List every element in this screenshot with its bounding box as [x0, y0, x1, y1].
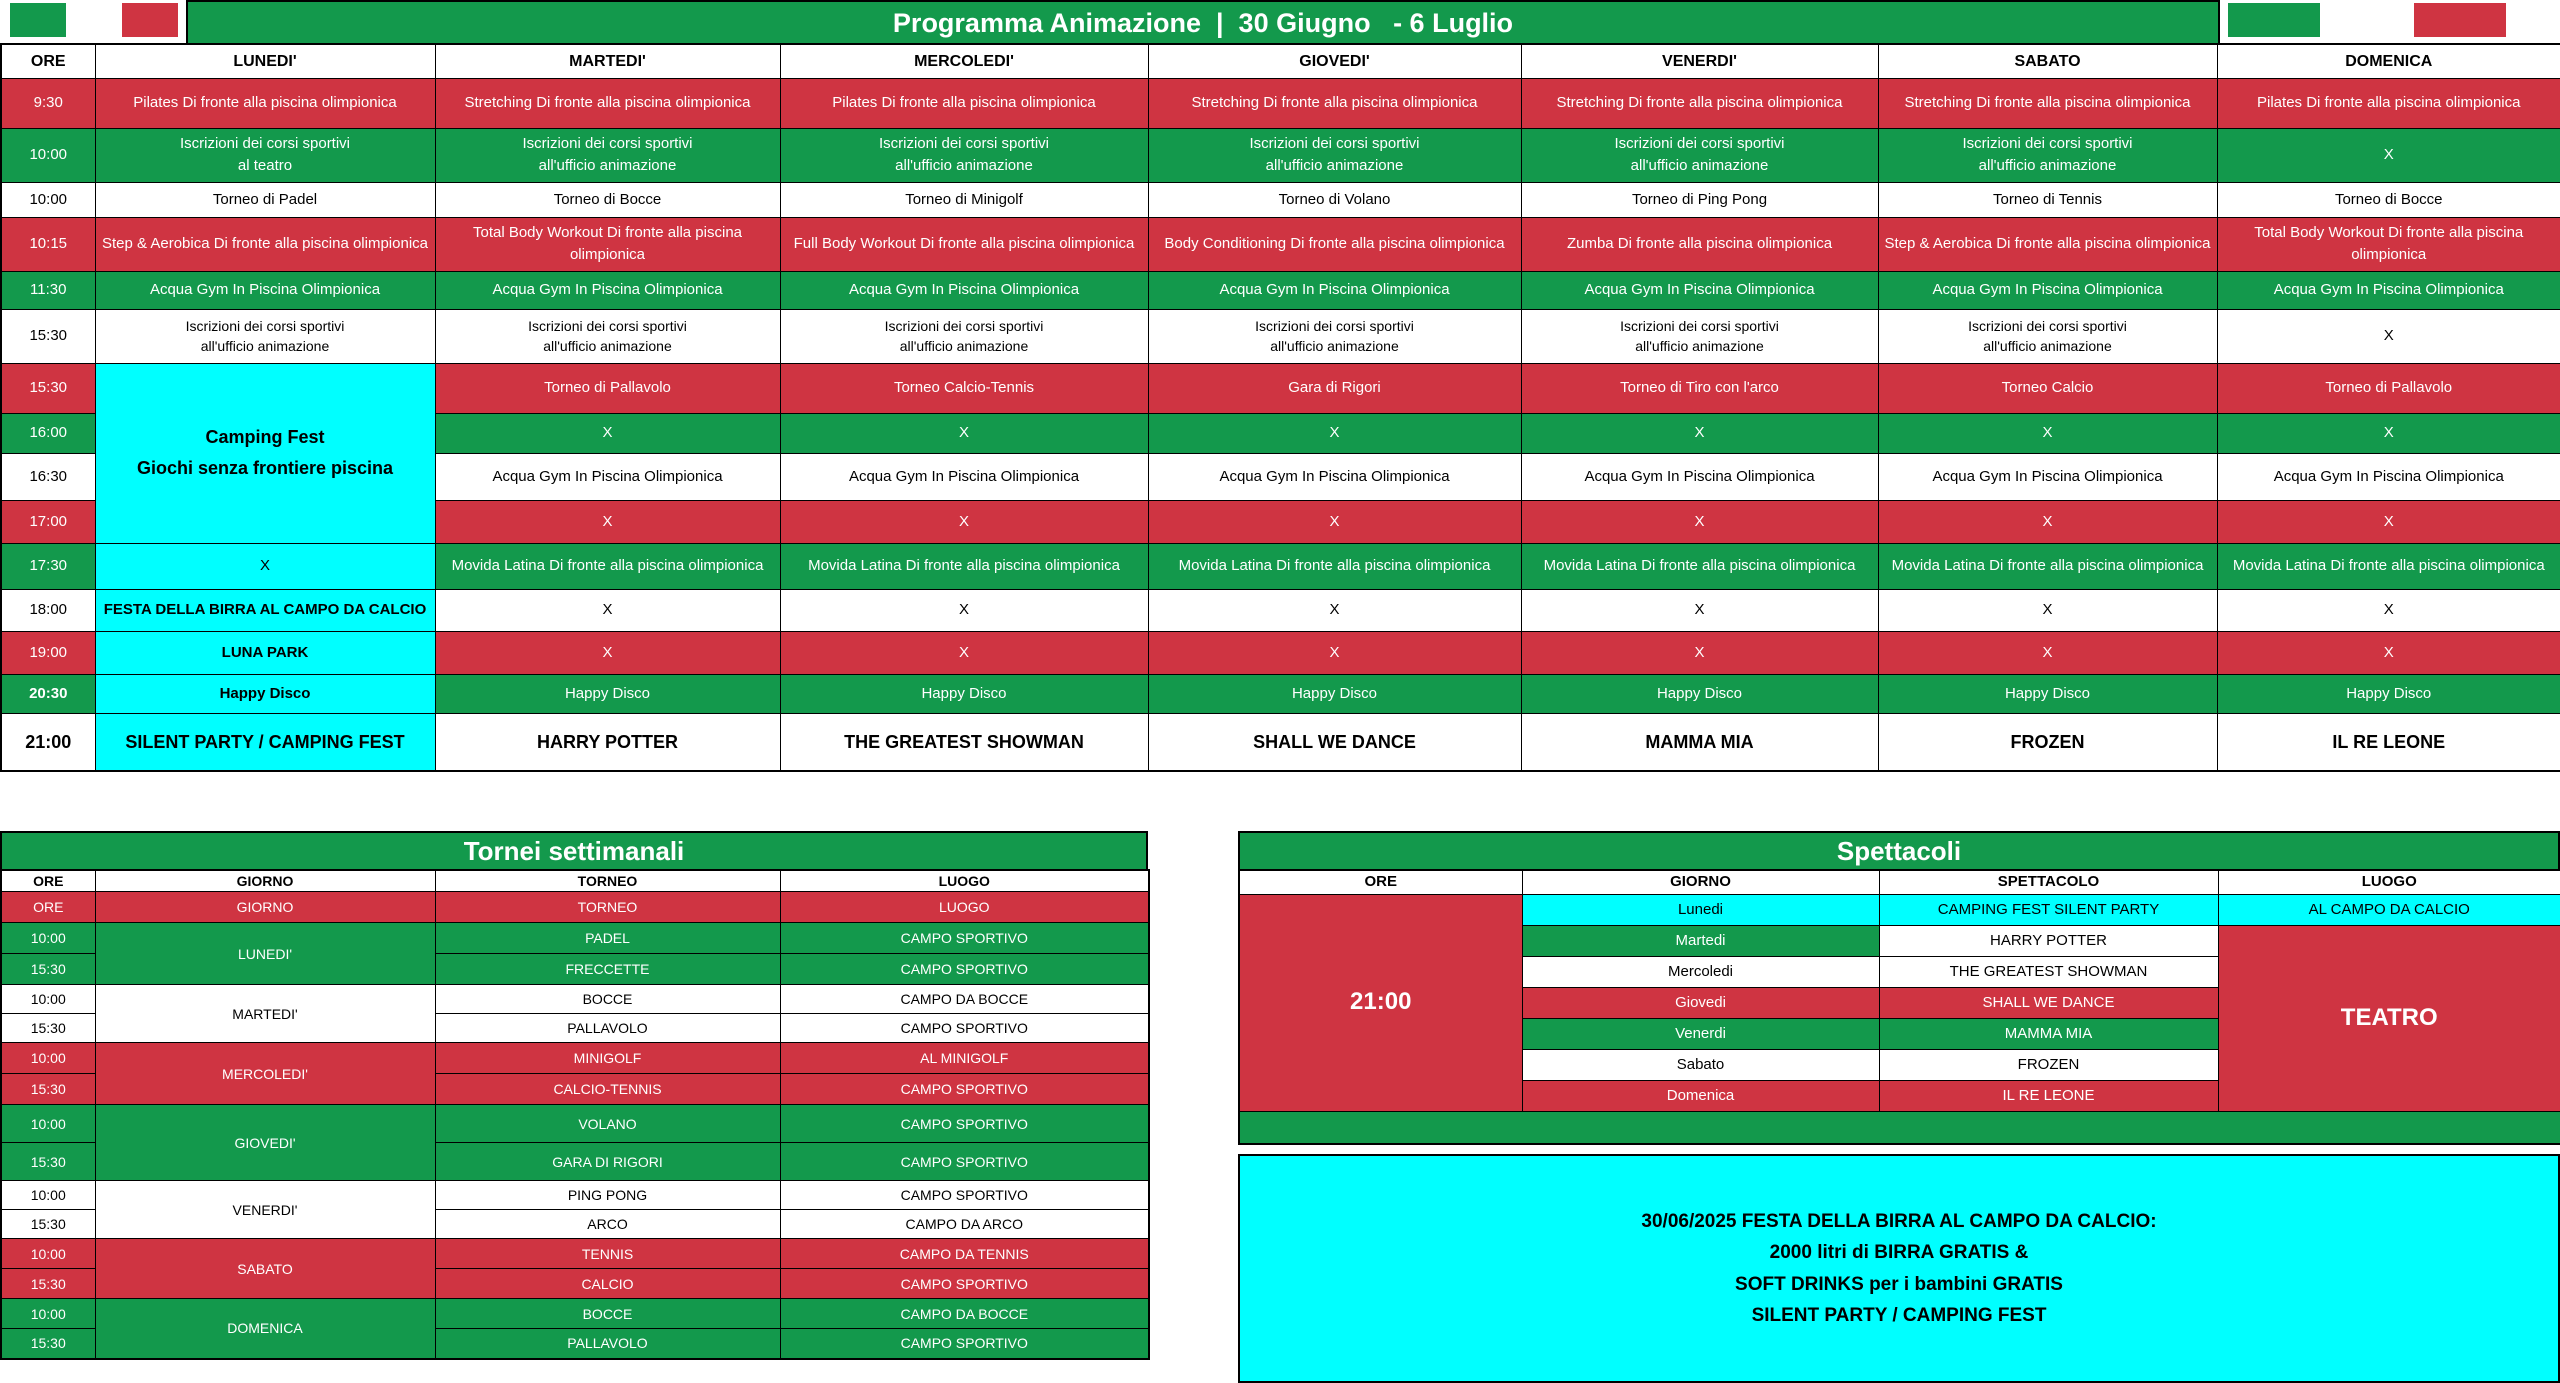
page-title-bar — [186, 0, 2220, 47]
schedule-cell: Happy Disco — [435, 674, 780, 713]
tornei-day-cell: MERCOLEDI' — [95, 1043, 435, 1105]
schedule-cell: Acqua Gym In Piscina Olimpionica — [1148, 271, 1521, 309]
time-cell: 17:30 — [1, 543, 95, 589]
schedule-row — [1, 713, 2560, 771]
schedule-cell: X — [1521, 500, 1878, 543]
schedule-cell: Total Body Workout Di fronte alla piscina olimpionica — [435, 217, 780, 271]
schedule-row — [1, 271, 2560, 309]
schedule-row — [1, 128, 2560, 182]
schedule-cell: Torneo di Minigolf — [780, 182, 1148, 217]
schedule-cell: Torneo di Bocce — [435, 182, 780, 217]
schedule-cell: Movida Latina Di fronte alla piscina olimpionica — [1521, 543, 1878, 589]
tornei-luogo-cell: CAMPO DA BOCCE — [780, 1299, 1149, 1329]
spettacoli-header-row — [1239, 870, 2560, 894]
schedule-cell: Stretching Di fronte alla piscina olimpionica — [1521, 78, 1878, 128]
schedule-cell: X — [1521, 589, 1878, 631]
column-header: LUNEDI' — [95, 44, 435, 78]
schedule-cell: Iscrizioni dei corsi sportivi all'ufficio animazione — [435, 128, 780, 182]
tornei-row — [1, 1181, 1149, 1210]
tornei-subheader-cell: LUOGO — [780, 892, 1149, 923]
spettacoli-column-header: ORE — [1239, 870, 1522, 894]
schedule-cell: FROZEN — [1878, 713, 2217, 771]
schedule-cell: Stretching Di fronte alla piscina olimpionica — [1878, 78, 2217, 128]
tornei-time-cell: 10:00 — [1, 1239, 95, 1269]
spettacoli-day-cell: Sabato — [1522, 1049, 1879, 1080]
schedule-cell: Total Body Workout Di fronte alla piscina olimpionica — [2217, 217, 2560, 271]
page-title: Programma Animazione | 30 Giugno - 6 Luglio — [892, 8, 1514, 38]
tornei-time-cell: 10:00 — [1, 985, 95, 1014]
schedule-cell: Body Conditioning Di fronte alla piscina olimpionica — [1148, 217, 1521, 271]
schedule-cell: Acqua Gym In Piscina Olimpionica — [1148, 453, 1521, 500]
notice-text: 30/06/2025 FESTA DELLA BIRRA AL CAMPO DA CALCIO: 2000 litri di BIRRA GRATIS & SOFT DRINKS per i bambini GRATIS SILENT PARTY / CAMPING FEST — [1641, 1210, 2157, 1326]
schedule-cell: Torneo di Tiro con l'arco — [1521, 363, 1878, 413]
schedule-cell: Pilates Di fronte alla piscina olimpionica — [780, 78, 1148, 128]
tornei-torneo-cell: PING PONG — [435, 1181, 780, 1210]
schedule-cell: Torneo di Ping Pong — [1521, 182, 1878, 217]
schedule-cell: X — [1878, 589, 2217, 631]
schedule-cell: Acqua Gym In Piscina Olimpionica — [1521, 271, 1878, 309]
time-cell: 10:00 — [1, 182, 95, 217]
tornei-column-header: TORNEO — [435, 870, 780, 892]
tornei-torneo-cell: VOLANO — [435, 1105, 780, 1143]
schedule-row — [1, 182, 2560, 217]
schedule-cell: Acqua Gym In Piscina Olimpionica — [95, 271, 435, 309]
schedule-cell: Step & Aerobica Di fronte alla piscina olimpionica — [1878, 217, 2217, 271]
schedule-cell: X — [2217, 128, 2560, 182]
schedule-cell: X — [1521, 413, 1878, 453]
schedule-cell: X — [2217, 631, 2560, 674]
spettacoli-day-cell: Mercoledi — [1522, 956, 1879, 987]
schedule-cell: MAMMA MIA — [1521, 713, 1878, 771]
schedule-cell: Happy Disco — [1878, 674, 2217, 713]
tornei-torneo-cell: PALLAVOLO — [435, 1329, 780, 1359]
schedule-row — [1, 543, 2560, 589]
schedule-cell: Happy Disco — [780, 674, 1148, 713]
schedule-cell: Torneo Calcio-Tennis — [780, 363, 1148, 413]
tornei-day-cell: LUNEDI' — [95, 923, 435, 985]
tornei-torneo-cell: BOCCE — [435, 985, 780, 1014]
schedule-cell: X — [2217, 589, 2560, 631]
tornei-time-cell: 15:30 — [1, 1329, 95, 1359]
schedule-cell: Iscrizioni dei corsi sportivi all'ufficio animazione — [1148, 128, 1521, 182]
schedule-cell: Iscrizioni dei corsi sportivi all'ufficio animazione — [1148, 309, 1521, 363]
tornei-day-cell: DOMENICA — [95, 1299, 435, 1359]
column-header: GIOVEDI' — [1148, 44, 1521, 78]
tornei-column-header: GIORNO — [95, 870, 435, 892]
tornei-column-header: ORE — [1, 870, 95, 892]
schedule-cell: Iscrizioni dei corsi sportivi all'ufficio animazione — [1521, 309, 1878, 363]
time-cell: 16:30 — [1, 453, 95, 500]
tornei-luogo-cell: CAMPO SPORTIVO — [780, 1014, 1149, 1043]
schedule-cell: Iscrizioni dei corsi sportivi all'ufficio animazione — [435, 309, 780, 363]
tornei-time-cell: 10:00 — [1, 1105, 95, 1143]
schedule-cell: X — [1521, 631, 1878, 674]
tornei-torneo-cell: BOCCE — [435, 1299, 780, 1329]
spettacoli-show-cell: MAMMA MIA — [1879, 1018, 2218, 1049]
schedule-row — [1, 217, 2560, 271]
schedule-cell: Torneo di Tennis — [1878, 182, 2217, 217]
schedule-cell: Iscrizioni dei corsi sportivi all'ufficio animazione — [780, 309, 1148, 363]
time-cell: 16:00 — [1, 413, 95, 453]
schedule-cell: Acqua Gym In Piscina Olimpionica — [1521, 453, 1878, 500]
time-cell: 20:30 — [1, 674, 95, 713]
time-cell: 18:00 — [1, 589, 95, 631]
time-cell: 15:30 — [1, 309, 95, 363]
schedule-row — [1, 631, 2560, 674]
spettacoli-day-cell: Giovedi — [1522, 987, 1879, 1018]
tornei-day-cell: GIOVEDI' — [95, 1105, 435, 1181]
tornei-luogo-cell: CAMPO SPORTIVO — [780, 923, 1149, 954]
column-header: DOMENICA — [2217, 44, 2560, 78]
schedule-cell: Acqua Gym In Piscina Olimpionica — [780, 453, 1148, 500]
column-header: MARTEDI' — [435, 44, 780, 78]
spettacoli-day-cell: Domenica — [1522, 1080, 1879, 1111]
tornei-luogo-cell: CAMPO DA ARCO — [780, 1210, 1149, 1239]
schedule-cell: Acqua Gym In Piscina Olimpionica — [2217, 271, 2560, 309]
spettacoli-luogo-teatro-cell: TEATRO — [2218, 925, 2560, 1111]
schedule-cell: X — [1878, 631, 2217, 674]
tornei-subheader-cell: ORE — [1, 892, 95, 923]
tornei-torneo-cell: PALLAVOLO — [435, 1014, 780, 1043]
spettacoli-show-cell: FROZEN — [1879, 1049, 2218, 1080]
tornei-column-header: LUOGO — [780, 870, 1149, 892]
tornei-subheader-cell: TORNEO — [435, 892, 780, 923]
schedule-cell: X — [780, 589, 1148, 631]
tornei-torneo-cell: CALCIO-TENNIS — [435, 1074, 780, 1105]
schedule-cell: Gara di Rigori — [1148, 363, 1521, 413]
schedule-cell: Iscrizioni dei corsi sportivi all'ufficio animazione — [780, 128, 1148, 182]
tornei-torneo-cell: TENNIS — [435, 1239, 780, 1269]
tornei-torneo-cell: FRECCETTE — [435, 954, 780, 985]
schedule-cell: Acqua Gym In Piscina Olimpionica — [780, 271, 1148, 309]
schedule-cell: Movida Latina Di fronte alla piscina olimpionica — [1878, 543, 2217, 589]
time-cell: 10:00 — [1, 128, 95, 182]
schedule-cell: X — [435, 631, 780, 674]
tornei-row — [1, 1239, 1149, 1269]
tornei-table — [0, 869, 1150, 1360]
tornei-time-cell: 10:00 — [1, 1299, 95, 1329]
time-cell: 10:15 — [1, 217, 95, 271]
schedule-cell: Torneo di Pallavolo — [435, 363, 780, 413]
flag-left-red — [122, 3, 178, 37]
schedule-cell: Torneo Calcio — [1878, 363, 2217, 413]
tornei-luogo-cell: CAMPO SPORTIVO — [780, 1181, 1149, 1210]
spettacoli-show-cell: IL RE LEONE — [1879, 1080, 2218, 1111]
camping-fest-cell: Camping Fest Giochi senza frontiere piscina — [95, 363, 435, 543]
schedule-cell: X — [2217, 309, 2560, 363]
schedule-cell: Acqua Gym In Piscina Olimpionica — [435, 453, 780, 500]
tornei-luogo-cell: CAMPO DA TENNIS — [780, 1239, 1149, 1269]
spettacoli-column-header: SPETTACOLO — [1879, 870, 2218, 894]
schedule-cell: Iscrizioni dei corsi sportivi all'ufficio animazione — [95, 309, 435, 363]
tornei-day-cell: SABATO — [95, 1239, 435, 1299]
schedule-row — [1, 363, 2560, 413]
schedule-cell: Stretching Di fronte alla piscina olimpionica — [1148, 78, 1521, 128]
time-cell: 21:00 — [1, 713, 95, 771]
schedule-cell: SILENT PARTY / CAMPING FEST — [95, 713, 435, 771]
schedule-cell: X — [1148, 413, 1521, 453]
main-schedule-table — [0, 43, 2560, 772]
time-cell: 9:30 — [1, 78, 95, 128]
tornei-title — [0, 831, 1148, 871]
spettacoli-day-cell: Martedi — [1522, 925, 1879, 956]
tornei-subheader-cell: GIORNO — [95, 892, 435, 923]
schedule-cell: Step & Aerobica Di fronte alla piscina olimpionica — [95, 217, 435, 271]
tornei-time-cell: 10:00 — [1, 1043, 95, 1074]
schedule-cell: Movida Latina Di fronte alla piscina olimpionica — [1148, 543, 1521, 589]
tornei-torneo-cell: CALCIO — [435, 1269, 780, 1299]
tornei-luogo-cell: CAMPO SPORTIVO — [780, 954, 1149, 985]
tornei-torneo-cell: PADEL — [435, 923, 780, 954]
schedule-cell: X — [780, 631, 1148, 674]
schedule-row — [1, 589, 2560, 631]
tornei-luogo-cell: CAMPO SPORTIVO — [780, 1269, 1149, 1299]
schedule-cell: LUNA PARK — [95, 631, 435, 674]
schedule-cell: X — [95, 543, 435, 589]
schedule-cell: Stretching Di fronte alla piscina olimpionica — [435, 78, 780, 128]
schedule-cell: Torneo di Padel — [95, 182, 435, 217]
tornei-luogo-cell: CAMPO SPORTIVO — [780, 1074, 1149, 1105]
schedule-row — [1, 78, 2560, 128]
schedule-cell: Movida Latina Di fronte alla piscina olimpionica — [435, 543, 780, 589]
spettacoli-column-header: LUOGO — [2218, 870, 2560, 894]
schedule-row — [1, 309, 2560, 363]
schedule-cell: Iscrizioni dei corsi sportivi al teatro — [95, 128, 435, 182]
flag-right-red — [2414, 3, 2506, 37]
tornei-luogo-cell: CAMPO DA BOCCE — [780, 985, 1149, 1014]
tornei-luogo-cell: CAMPO SPORTIVO — [780, 1329, 1149, 1359]
schedule-cell: X — [780, 413, 1148, 453]
tornei-time-cell: 15:30 — [1, 1014, 95, 1043]
tornei-time-cell: 15:30 — [1, 1269, 95, 1299]
tornei-luogo-cell: AL MINIGOLF — [780, 1043, 1149, 1074]
time-cell: 19:00 — [1, 631, 95, 674]
spettacoli-show-cell: THE GREATEST SHOWMAN — [1879, 956, 2218, 987]
schedule-cell: X — [1148, 589, 1521, 631]
tornei-row — [1, 1043, 1149, 1074]
spettacoli-day-cell: Venerdi — [1522, 1018, 1879, 1049]
schedule-cell: Pilates Di fronte alla piscina olimpionica — [95, 78, 435, 128]
schedule-cell: Iscrizioni dei corsi sportivi all'ufficio animazione — [1878, 309, 2217, 363]
time-cell: 17:00 — [1, 500, 95, 543]
spettacoli-spacer-row — [1239, 1111, 2560, 1144]
notice-box — [1238, 1154, 2560, 1383]
schedule-header-row — [1, 44, 2560, 78]
column-header: MERCOLEDI' — [780, 44, 1148, 78]
tornei-time-cell: 15:30 — [1, 954, 95, 985]
schedule-cell: Happy Disco — [1521, 674, 1878, 713]
tornei-title-text: Tornei settimanali — [463, 835, 685, 866]
column-header: VENERDI' — [1521, 44, 1878, 78]
schedule-cell: Happy Disco — [95, 674, 435, 713]
schedule-cell: X — [435, 589, 780, 631]
schedule-cell: Torneo di Pallavolo — [2217, 363, 2560, 413]
spettacoli-show-cell: HARRY POTTER — [1879, 925, 2218, 956]
schedule-cell: X — [1878, 500, 2217, 543]
tornei-time-cell: 10:00 — [1, 923, 95, 954]
schedule-cell: Zumba Di fronte alla piscina olimpionica — [1521, 217, 1878, 271]
schedule-cell: THE GREATEST SHOWMAN — [780, 713, 1148, 771]
schedule-cell: X — [780, 500, 1148, 543]
schedule-cell: X — [435, 413, 780, 453]
tornei-luogo-cell: CAMPO SPORTIVO — [780, 1143, 1149, 1181]
schedule-cell: Acqua Gym In Piscina Olimpionica — [435, 271, 780, 309]
schedule-cell: Movida Latina Di fronte alla piscina olimpionica — [2217, 543, 2560, 589]
schedule-cell: Pilates Di fronte alla piscina olimpionica — [2217, 78, 2560, 128]
spettacoli-table — [1238, 869, 2560, 1145]
tornei-row — [1, 985, 1149, 1014]
schedule-cell: Iscrizioni dei corsi sportivi all'ufficio animazione — [1521, 128, 1878, 182]
schedule-cell: Acqua Gym In Piscina Olimpionica — [1878, 271, 2217, 309]
tornei-row — [1, 923, 1149, 954]
schedule-cell: IL RE LEONE — [2217, 713, 2560, 771]
schedule-cell: Torneo di Volano — [1148, 182, 1521, 217]
schedule-cell: Acqua Gym In Piscina Olimpionica — [1878, 453, 2217, 500]
schedule-cell: Torneo di Bocce — [2217, 182, 2560, 217]
column-header: SABATO — [1878, 44, 2217, 78]
time-cell: 11:30 — [1, 271, 95, 309]
schedule-cell: HARRY POTTER — [435, 713, 780, 771]
schedule-cell: X — [1148, 500, 1521, 543]
spettacoli-title-text: Spettacoli — [1836, 835, 1962, 866]
tornei-time-cell: 10:00 — [1, 1181, 95, 1210]
schedule-cell: X — [435, 500, 780, 543]
schedule-cell: X — [1878, 413, 2217, 453]
spettacoli-spacer-cell — [1239, 1111, 2560, 1144]
schedule-row — [1, 674, 2560, 713]
tornei-header-row — [1, 870, 1149, 892]
schedule-cell: Happy Disco — [2217, 674, 2560, 713]
tornei-day-cell: VENERDI' — [95, 1181, 435, 1239]
schedule-cell: X — [2217, 413, 2560, 453]
time-cell: 15:30 — [1, 363, 95, 413]
tornei-subheader-row — [1, 892, 1149, 923]
tornei-luogo-cell: CAMPO SPORTIVO — [780, 1105, 1149, 1143]
tornei-torneo-cell: GARA DI RIGORI — [435, 1143, 780, 1181]
column-header: ORE — [1, 44, 95, 78]
tornei-row — [1, 1105, 1149, 1143]
tornei-time-cell: 15:30 — [1, 1210, 95, 1239]
schedule-cell: Movida Latina Di fronte alla piscina olimpionica — [780, 543, 1148, 589]
spettacoli-show-cell: CAMPING FEST SILENT PARTY — [1879, 894, 2218, 925]
schedule-cell: SHALL WE DANCE — [1148, 713, 1521, 771]
schedule-cell: Full Body Workout Di fronte alla piscina olimpionica — [780, 217, 1148, 271]
spettacoli-show-cell: SHALL WE DANCE — [1879, 987, 2218, 1018]
spettacoli-time-cell: 21:00 — [1239, 894, 1522, 1111]
schedule-cell: Acqua Gym In Piscina Olimpionica — [2217, 453, 2560, 500]
schedule-cell: Iscrizioni dei corsi sportivi all'ufficio animazione — [1878, 128, 2217, 182]
spettacoli-day-cell: Lunedi — [1522, 894, 1879, 925]
tornei-torneo-cell: MINIGOLF — [435, 1043, 780, 1074]
tornei-row — [1, 1299, 1149, 1329]
spettacoli-luogo-cell: AL CAMPO DA CALCIO — [2218, 894, 2560, 925]
flag-right-green — [2228, 3, 2320, 37]
schedule-cell: Happy Disco — [1148, 674, 1521, 713]
tornei-torneo-cell: ARCO — [435, 1210, 780, 1239]
schedule-cell: X — [1148, 631, 1521, 674]
spettacoli-column-header: GIORNO — [1522, 870, 1879, 894]
schedule-cell: X — [2217, 500, 2560, 543]
tornei-time-cell: 15:30 — [1, 1074, 95, 1105]
tornei-day-cell: MARTEDI' — [95, 985, 435, 1043]
schedule-cell: FESTA DELLA BIRRA AL CAMPO DA CALCIO — [95, 589, 435, 631]
spettacoli-row — [1239, 894, 2560, 925]
tornei-time-cell: 15:30 — [1, 1143, 95, 1181]
flag-left-green — [10, 3, 66, 37]
spettacoli-title — [1238, 831, 2560, 871]
